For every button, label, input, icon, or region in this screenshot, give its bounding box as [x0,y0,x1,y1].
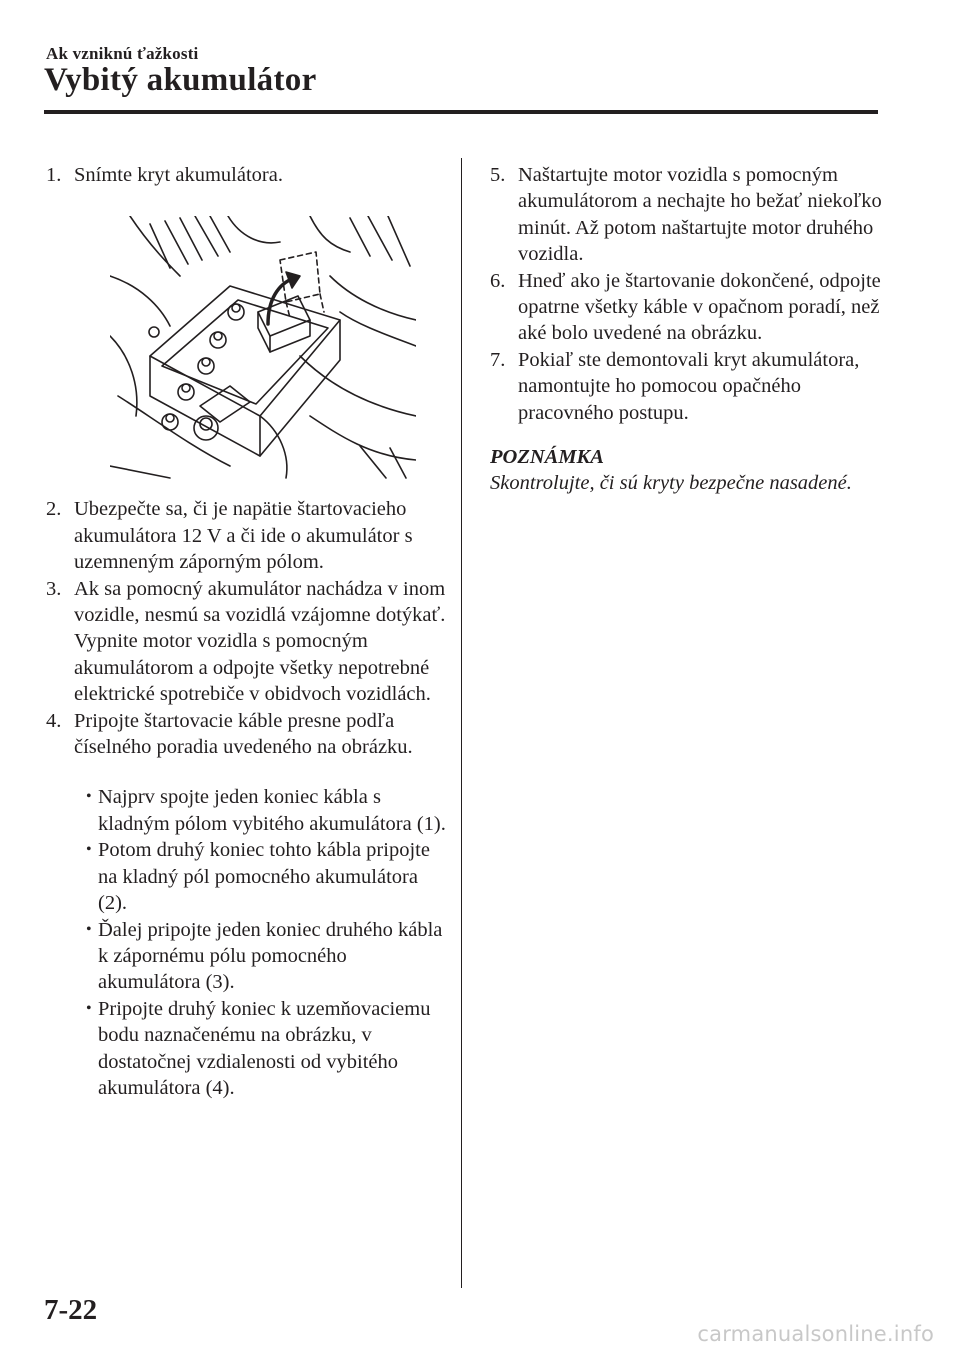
step-text: Naštartujte motor vozidla s pomocným akumulátorom a nechajte ho bežať niekoľko minút. Až potom naštartujte motor druhého vozidla. [518,164,882,266]
bullet-icon: • [86,788,92,806]
step-5 [490,162,890,268]
step-text: Hneď ako je štartovanie dokončené, odpojte opatrne všetky káble v opačnom poradí, než aké bolo uvedené na obrázku. [518,269,881,345]
bullet-text: Pripojte druhý koniec k uzemňovaciemu bodu naznačenému na obrázku, v dostatočnej vzdialenosti od vybitého akumulátora (4). [98,997,431,1099]
list-item [86,837,446,916]
bullet-list [46,784,446,1101]
title-rule [44,110,878,114]
bullet-text: Najprv spojte jeden koniec kábla s kladným pólom vybitého akumulátora (1). [98,786,446,835]
list-item [86,917,446,996]
step-text: Snímte kryt akumulátora. [74,164,283,186]
step-number: 3. [46,577,62,600]
step-2 [46,496,446,575]
note-heading: POZNÁMKA [490,446,604,469]
page-title: Vybitý akumulátor [44,62,317,98]
list-item [86,996,446,1102]
step-text: Ak sa pomocný akumulátor nachádza v inom vozidle, nesmú sa vozidlá vzájomne dotýkať. Vypnite motor vozidla s pomocným akumulátorom a odpojte všetky nepotrebné elektrické spotrebiče v obidvoch vozidlách. [74,577,446,706]
step-number: 7. [490,348,506,371]
left-column [46,162,446,1101]
note-text: Skontrolujte, či sú kryty bezpečne nasadené. [490,472,852,495]
bullet-icon: • [86,841,92,859]
step-number: 1. [46,164,62,186]
step-3 [46,576,446,708]
bullet-icon: • [86,920,92,938]
bullet-text: Ďalej pripojte jeden koniec druhého kábla k zápornému pólu pomocného akumulátora (3). [98,918,443,994]
step-1 [46,162,446,188]
step-text: Ubezpečte sa, či je napätie štartovacieho akumulátora 12 V a či ide o akumulátor s uzemneným záporným pólom. [74,498,413,574]
step-number: 5. [490,164,506,186]
page-number: 7-22 [44,1294,98,1326]
step-7 [490,347,890,426]
section-label: Ak vzniknú ťažkosti [46,44,199,63]
watermark: carmanualsonline.info [697,1322,934,1346]
step-number: 6. [490,269,506,292]
bullet-text: Potom druhý koniec tohto kábla pripojte na kladný pól pomocného akumulátora (2). [98,839,430,915]
battery-cover-illustration [110,216,416,480]
bullet-icon: • [86,999,92,1017]
step-text: Pripojte štartovacie káble presne podľa číselného poradia uvedeného na obrázku. [74,709,413,759]
column-divider [461,158,462,1288]
step-4 [46,708,446,761]
step-number: 2. [46,498,62,521]
step-number: 4. [46,709,62,732]
step-6 [490,268,890,347]
step-text: Pokiaľ ste demontovali kryt akumulátora, namontujte ho pomocou opačného pracovného postupu. [518,348,860,424]
list-item [86,784,446,837]
right-column [490,162,890,497]
